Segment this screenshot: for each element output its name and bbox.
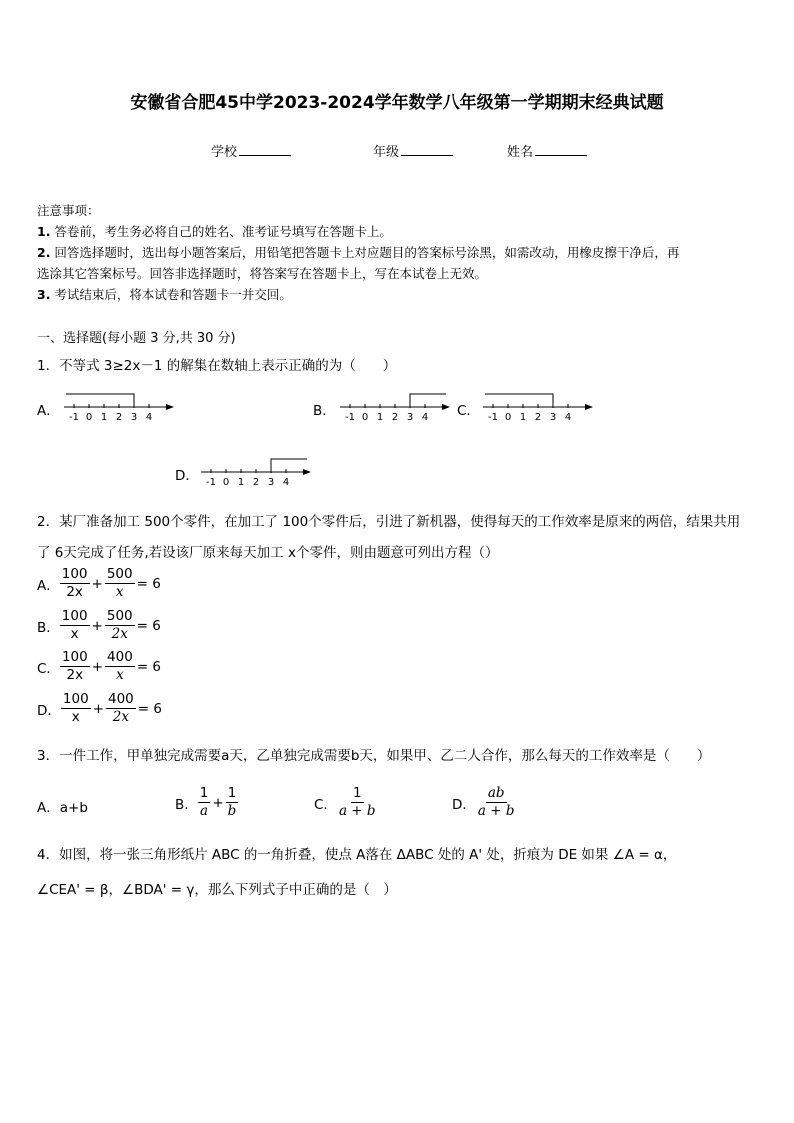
tick-label: 0 [504, 412, 512, 423]
note-line: 2. 回答选择题时，选出每小题答案后，用铅笔把答题卡上对应题目的答案标号涂黑，如需改动，用橡皮擦干净后，再 [37, 245, 680, 260]
q1-option-a-label: A． [37, 403, 60, 419]
tick-label: 1 [376, 412, 384, 423]
notes-heading: 注意事项： [37, 203, 100, 218]
q2-stem-line2: 了 6天完成了任务,若设该厂原来每天加工 x个零件，则由题意可列出方程（） [37, 545, 499, 561]
tick-label: 4 [282, 477, 290, 488]
number-line [340, 394, 450, 423]
tick-label: 1 [100, 412, 108, 423]
q1-stem: 1．不等式 3≥2x－1 的解集在数轴上表示正确的为（ ） [37, 358, 397, 374]
note-line: 选涂其它答案标号。回答非选择题时，将答案写在答题卡上，写在本试卷上无效。 [37, 266, 488, 281]
solution-ray [271, 459, 307, 472]
q1-number-line-c [481, 390, 599, 426]
tick-label: 4 [421, 412, 429, 423]
tick-label: -1 [69, 412, 79, 423]
grade-label: 年级 [373, 145, 400, 160]
q1-number-line-a [62, 390, 180, 426]
q3-option-b: B． $\frac{1}{a}$ + $\frac{1}{b}$ [175, 785, 237, 819]
grade-blank [401, 143, 453, 156]
q2-option-a: A． $\frac{100}{2x}$ + $\frac{500}{x}$ = 6 [37, 566, 161, 600]
q2-option-d: D． $\frac{100}{x}$ + $\frac{400}{2x}$ = 6 [37, 691, 162, 725]
q3-option-a: A．a+b [37, 800, 88, 816]
q1-option-d-label: D． [175, 468, 199, 484]
school-blank [239, 143, 291, 156]
solution-ray [66, 394, 134, 407]
q2-stem-line1: 2．某厂准备加工 500个零件，在加工了 100个零件后，引进了新机器，使得每天的工作效率是原来的两倍，结果共用 [37, 514, 741, 530]
name-label: 姓名 [507, 145, 534, 160]
name-blank [535, 143, 587, 156]
tick-label: -1 [488, 412, 498, 423]
q4-stem-line1: 4．如图，将一张三角形纸片 ABC 的一角折叠，使点 A落在 ΔABC 处的 A' 处，折痕为 DE 如果 ∠A = α， [37, 847, 677, 863]
tick-label: 1 [519, 412, 527, 423]
tick-label: 1 [237, 477, 245, 488]
solution-ray [485, 394, 553, 407]
name-field [507, 141, 587, 160]
section-heading: 一、选择题(每小题 3 分,共 30 分) [37, 331, 236, 346]
tick-label: -1 [206, 477, 216, 488]
note-line: 3. 考试结束后，将本试卷和答题卡一并交回。 [37, 287, 292, 302]
tick-label: 2 [534, 412, 542, 423]
note-line: 1. 答卷前，考生务必将自己的姓名、准考证号填写在答题卡上。 [37, 224, 392, 239]
tick-label: 2 [391, 412, 399, 423]
number-line [64, 394, 174, 423]
tick-label: 3 [130, 412, 138, 423]
tick-label: 4 [564, 412, 572, 423]
tick-label: -1 [345, 412, 355, 423]
q2-option-b: B． $\frac{100}{x}$ + $\frac{500}{2x}$ = 6 [37, 608, 161, 642]
tick-label: 3 [406, 412, 414, 423]
solution-ray [410, 394, 446, 407]
number-line [201, 459, 311, 488]
grade-field [373, 141, 453, 160]
q3-option-d: D． $\frac{ab}{a + b}$ [452, 785, 515, 819]
q1-number-line-b [338, 390, 456, 426]
tick-label: 0 [222, 477, 230, 488]
q1-number-line-d [199, 455, 317, 491]
q3-option-c: C． $\frac{1}{a + b}$ [314, 785, 376, 819]
tick-label: 2 [115, 412, 123, 423]
tick-label: 0 [361, 412, 369, 423]
q1-option-c-label: C． [457, 403, 480, 419]
q3-stem: 3．一件工作，甲单独完成需要a天，乙单独完成需要b天，如果甲、乙二人合作，那么每天的工作效率是（ ） [37, 748, 711, 764]
tick-label: 3 [267, 477, 275, 488]
notes-block [37, 200, 679, 305]
number-line [483, 394, 593, 423]
tick-label: 2 [252, 477, 260, 488]
page-title: 安徽省合肥45中学2023-2024学年数学八年级第一学期期末经典试题 [130, 93, 664, 113]
school-label: 学校 [211, 145, 238, 160]
q4-stem-line2: ∠CEA' = β，∠BDA' = γ，那么下列式子中正确的是（ ） [37, 882, 397, 898]
tick-label: 4 [145, 412, 153, 423]
tick-label: 3 [549, 412, 557, 423]
school-field [211, 141, 291, 160]
q2-option-c: C． $\frac{100}{2x}$ + $\frac{400}{x}$ = 6 [37, 649, 162, 683]
tick-label: 0 [85, 412, 93, 423]
q1-option-b-label: B． [313, 403, 336, 419]
